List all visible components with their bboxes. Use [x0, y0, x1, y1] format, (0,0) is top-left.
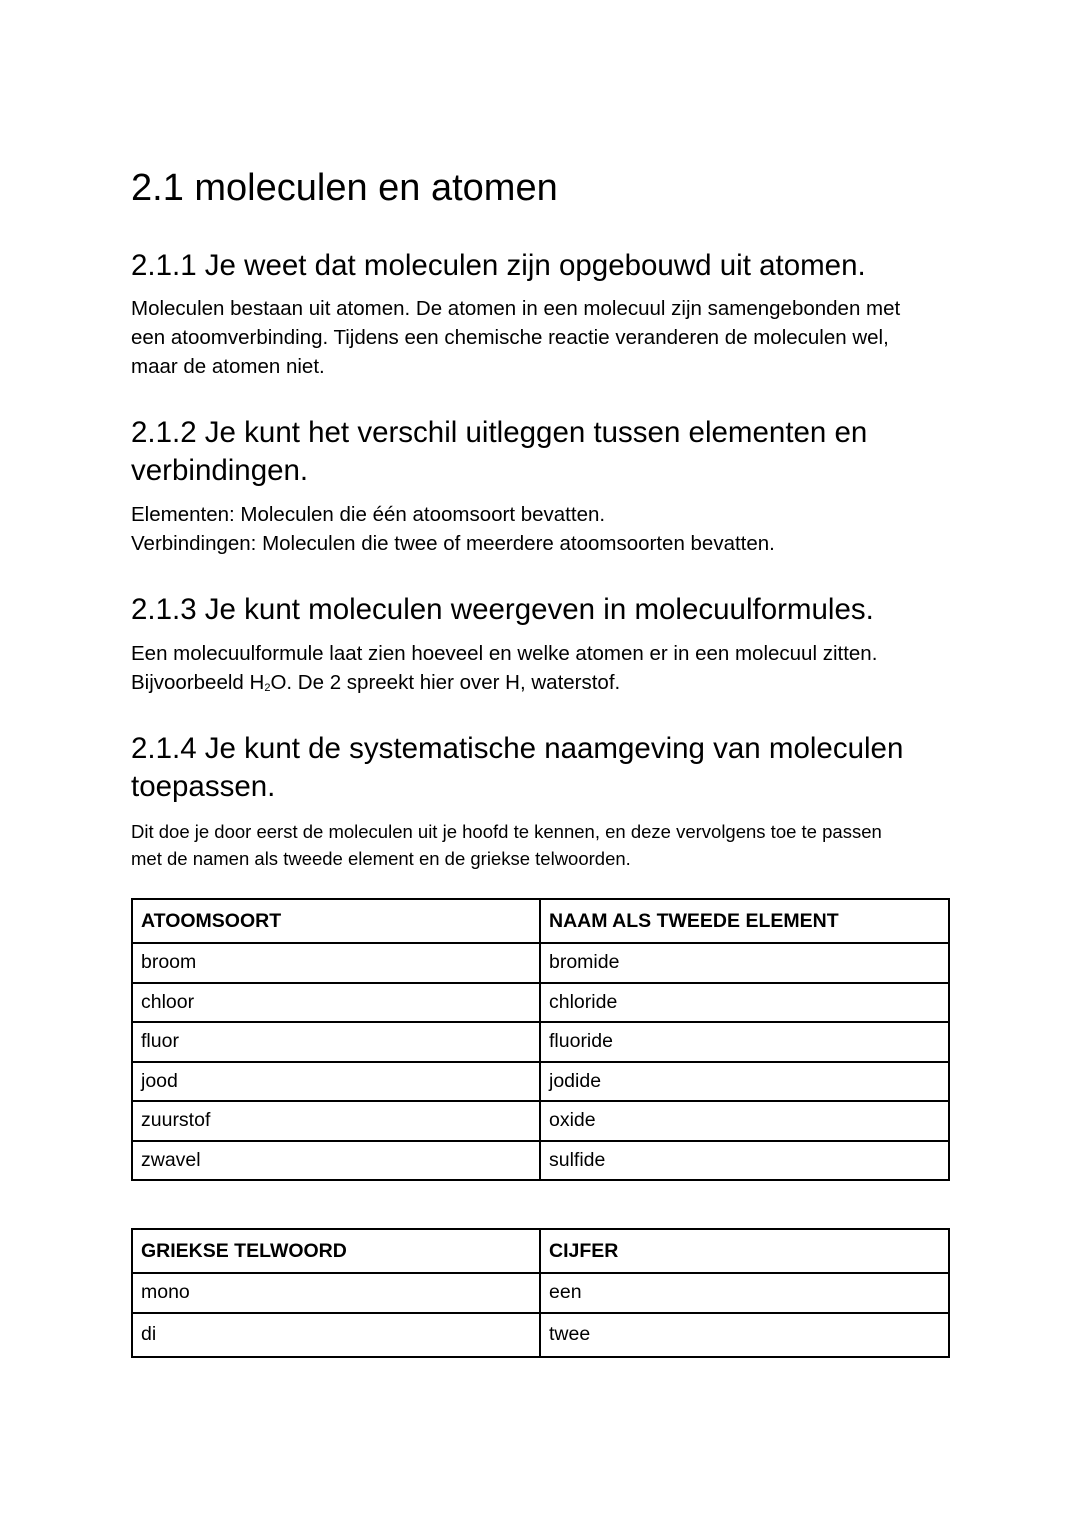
table-header-cell: CIJFER	[540, 1229, 949, 1273]
table-row	[132, 1101, 949, 1141]
section-paragraph	[131, 639, 949, 701]
paragraph-line: met de namen als tweede element en de griekse telwoorden.	[131, 847, 631, 869]
heading-line: 2.1.2 Je kunt het verschil uitleggen tussen elementen en	[131, 416, 868, 449]
section-2-1-2	[131, 414, 949, 558]
table-row	[132, 1273, 949, 1313]
paragraph-line: een atoomverbinding. Tijdens een chemische reactie veranderen de moleculen wel,	[131, 326, 889, 349]
table-cell: een	[540, 1273, 949, 1313]
table-cell: oxide	[540, 1101, 949, 1141]
paragraph-line: Een molecuulformule laat zien hoeveel en welke atomen er in een molecuul zitten.	[131, 642, 878, 665]
table-header-row	[132, 1229, 949, 1273]
table-cell: mono	[132, 1273, 540, 1313]
table-cell: chloor	[132, 983, 540, 1023]
table-header-cell: NAAM ALS TWEEDE ELEMENT	[540, 899, 949, 943]
table-cell: broom	[132, 943, 540, 983]
subscript: 2	[264, 682, 271, 694]
paragraph-line: Moleculen bestaan uit atomen. De atomen in een molecuul zijn samengebonden met	[131, 297, 901, 320]
section-paragraph	[131, 819, 949, 872]
section-paragraph	[131, 294, 949, 381]
text-fragment: O. De 2 spreekt hier over H, waterstof.	[270, 671, 621, 694]
element-names-table	[131, 898, 950, 1181]
section-heading	[131, 414, 949, 490]
table-cell: di	[132, 1313, 540, 1357]
paragraph-line: Verbindingen: Moleculen die twee of meerdere atoomsoorten bevatten.	[131, 532, 775, 555]
table-header-cell: GRIEKSE TELWOORD	[132, 1229, 540, 1273]
heading-line: toepassen.	[131, 770, 276, 803]
table-row	[132, 1022, 949, 1062]
table-cell: zwavel	[132, 1141, 540, 1181]
table-row	[132, 1313, 949, 1357]
table-row	[132, 1141, 949, 1181]
section-2-1-4	[131, 730, 949, 872]
table-header-cell: ATOOMSOORT	[132, 899, 540, 943]
table-cell: bromide	[540, 943, 949, 983]
paragraph-line	[131, 668, 949, 701]
section-heading: 2.1.1 Je weet dat moleculen zijn opgebouwd uit atomen.	[131, 249, 866, 282]
section-paragraph	[131, 500, 949, 558]
table-cell: twee	[540, 1313, 949, 1357]
text-fragment: Bijvoorbeeld H	[131, 671, 265, 694]
table-row	[132, 983, 949, 1023]
heading-line: 2.1.4 Je kunt de systematische naamgeving van moleculen	[131, 732, 904, 765]
greek-numerals-table	[131, 1228, 950, 1358]
table-header-row	[132, 899, 949, 943]
table-cell: jodide	[540, 1062, 949, 1102]
table-cell: chloride	[540, 983, 949, 1023]
table-cell: fluor	[132, 1022, 540, 1062]
section-2-1-1	[131, 247, 949, 381]
paragraph-line: Dit doe je door eerst de moleculen uit je hoofd te kennen, en deze vervolgens toe te passen	[131, 821, 882, 842]
page-title: 2.1 moleculen en atomen	[131, 167, 558, 209]
table-row	[132, 943, 949, 983]
section-heading	[131, 730, 949, 806]
section-2-1-3	[131, 591, 949, 701]
table-cell: fluoride	[540, 1022, 949, 1062]
paragraph-line: maar de atomen niet.	[131, 355, 325, 378]
paragraph-line: Elementen: Moleculen die één atoomsoort bevatten.	[131, 503, 606, 526]
table-cell: jood	[132, 1062, 540, 1102]
table-row	[132, 1062, 949, 1102]
table-cell: zuurstof	[132, 1101, 540, 1141]
table-cell: sulfide	[540, 1141, 949, 1181]
heading-line: verbindingen.	[131, 454, 309, 487]
section-heading: 2.1.3 Je kunt moleculen weergeven in molecuulformules.	[131, 593, 874, 626]
